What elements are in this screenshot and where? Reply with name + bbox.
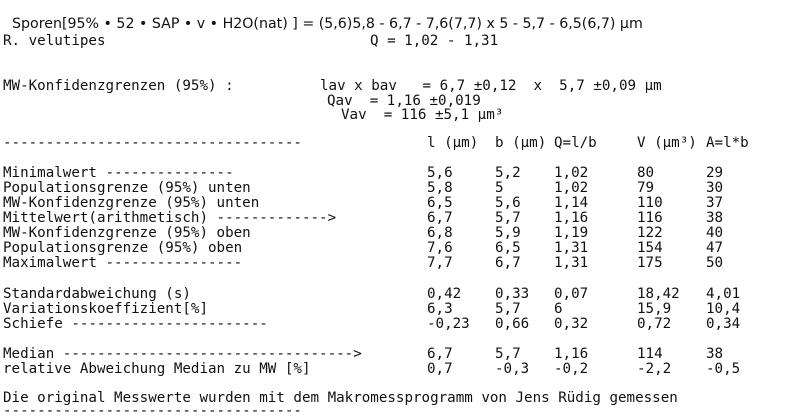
header-dashes: ----------------------------------- (3, 135, 302, 151)
median-row-cell-a: -0,5 (706, 361, 741, 377)
data-row-cell-l: 7,7 (427, 255, 453, 271)
data-row-cell-a: 37 (706, 195, 724, 211)
stat-row-cell-q: 0,32 (554, 316, 589, 332)
col-header-a: A=l*b (706, 135, 749, 151)
sporen-formula: = (5,6)5,8 - 6,7 - 7,6(7,7) x 5 - 5,7 - 6,5(6,7) µm (302, 16, 643, 32)
stat-row-label: Variationskoeffizient[%] (3, 301, 208, 317)
data-row-cell-v: 175 (637, 255, 663, 271)
data-row-label: Populationsgrenze (95%) oben (3, 240, 243, 256)
data-row-cell-l: 6,7 (427, 210, 453, 226)
data-row-label: MW-Konfidenzgrenze (95%) oben (3, 225, 251, 241)
data-row-label: Minimalwert --------------- (3, 165, 234, 181)
stat-row-cell-l: 6,3 (427, 301, 453, 317)
col-header-b: b (µm) (495, 135, 547, 151)
stat-row-cell-a: 0,34 (706, 316, 741, 332)
vav: Vav = 116 ±5,1 µm³ (341, 107, 504, 123)
col-header-l: l (µm) (427, 135, 479, 151)
data-row-label: MW-Konfidenzgrenze (95%) unten (3, 195, 260, 211)
stat-row-cell-v: 15,9 (637, 301, 672, 317)
median-row-cell-v: 114 (637, 346, 663, 362)
data-row-cell-a: 29 (706, 165, 724, 181)
median-row-cell-b: -0,3 (495, 361, 530, 377)
data-row-cell-a: 38 (706, 210, 724, 226)
qav: Qav = 1,16 ±0,019 (327, 93, 481, 109)
data-row-cell-l: 5,6 (427, 165, 453, 181)
stat-row-label: Standardabweichung (s) (3, 286, 191, 302)
median-row-label: relative Abweichung Median zu MW [%] (3, 361, 311, 377)
stat-row-cell-b: 5,7 (495, 301, 521, 317)
species-name: R. velutipes (3, 33, 106, 49)
data-row-cell-l: 6,5 (427, 195, 453, 211)
data-row-cell-b: 5 (495, 180, 504, 196)
col-header-q: Q=l/b (554, 135, 597, 151)
data-row-label: Mittelwert(arithmetisch) -------------> (3, 210, 337, 226)
stat-row-cell-l: 0,42 (427, 286, 462, 302)
data-row-cell-q: 1,16 (554, 210, 589, 226)
data-row-cell-l: 7,6 (427, 240, 453, 256)
stat-row-cell-q: 0,07 (554, 286, 589, 302)
stat-row-cell-v: 0,72 (637, 316, 672, 332)
data-row-cell-l: 6,8 (427, 225, 453, 241)
stat-row-cell-b: 0,66 (495, 316, 530, 332)
data-row-cell-b: 5,6 (495, 195, 521, 211)
stat-row-cell-a: 10,4 (706, 301, 741, 317)
data-row-cell-a: 50 (706, 255, 724, 271)
stat-row-cell-b: 0,33 (495, 286, 530, 302)
stat-row-cell-a: 4,01 (706, 286, 741, 302)
data-row-label: Populationsgrenze (95%) unten (3, 180, 251, 196)
data-row-cell-b: 5,7 (495, 210, 521, 226)
median-row-cell-a: 38 (706, 346, 724, 362)
median-row-cell-l: 6,7 (427, 346, 453, 362)
data-row-cell-v: 116 (637, 210, 663, 226)
data-row-label: Maximalwert ---------------- (3, 255, 243, 271)
data-row-cell-q: 1,31 (554, 255, 589, 271)
data-row-cell-a: 40 (706, 225, 724, 241)
data-row-cell-v: 79 (637, 180, 655, 196)
q-range: Q = 1,02 - 1,31 (370, 33, 499, 49)
confidence-label: MW-Konfidenzgrenzen (95%) : (3, 78, 234, 94)
lav-bav: lav x bav = 6,7 ±0,12 x 5,7 ±0,09 µm (320, 78, 662, 94)
data-row-cell-q: 1,31 (554, 240, 589, 256)
stat-row-label: Schiefe ----------------------- (3, 316, 268, 332)
data-row-cell-q: 1,02 (554, 165, 589, 181)
median-row-label: Median ----------------------------------> (3, 346, 362, 362)
median-row-cell-l: 0,7 (427, 361, 453, 377)
footer-dashes: ----------------------------------- (3, 403, 302, 419)
data-row-cell-q: 1,02 (554, 180, 589, 196)
sporen-prefix: Sporen[95% • 52 • SAP • v • H2O(nat) ] (12, 16, 298, 32)
data-row-cell-v: 110 (637, 195, 663, 211)
median-row-cell-q: 1,16 (554, 346, 589, 362)
data-row-cell-b: 6,5 (495, 240, 521, 256)
stat-row-cell-q: 6 (554, 301, 563, 317)
data-row-cell-v: 154 (637, 240, 663, 256)
col-header-v: V (µm³) (637, 135, 697, 151)
data-row-cell-b: 6,7 (495, 255, 521, 271)
data-row-cell-l: 5,8 (427, 180, 453, 196)
median-row-cell-v: -2,2 (637, 361, 672, 377)
data-row-cell-v: 80 (637, 165, 655, 181)
median-row-cell-q: -0,2 (554, 361, 589, 377)
data-row-cell-v: 122 (637, 225, 663, 241)
median-row-cell-b: 5,7 (495, 346, 521, 362)
data-row-cell-q: 1,19 (554, 225, 589, 241)
stat-row-cell-v: 18,42 (637, 286, 680, 302)
data-row-cell-a: 30 (706, 180, 724, 196)
data-row-cell-a: 47 (706, 240, 724, 256)
footer-note: Die original Messwerte wurden mit dem Makromessprogramm von Jens Rüdig gemessen (3, 390, 678, 406)
stat-row-cell-l: -0,23 (427, 316, 470, 332)
sporen-line (3, 2, 643, 32)
data-row-cell-b: 5,9 (495, 225, 521, 241)
data-row-cell-b: 5,2 (495, 165, 521, 181)
data-row-cell-q: 1,14 (554, 195, 589, 211)
